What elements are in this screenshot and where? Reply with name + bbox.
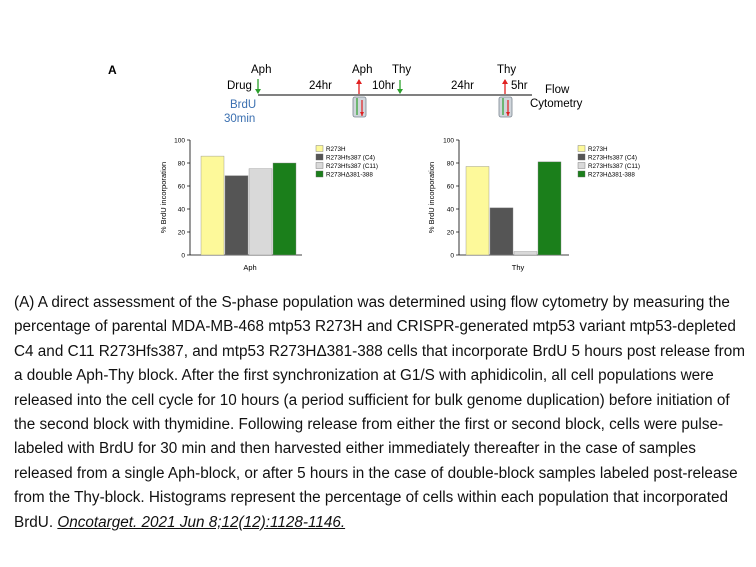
- timeline-gap-4: 5hr: [511, 80, 528, 92]
- figure-caption: [14, 291, 749, 535]
- y-tick-label: 80: [177, 160, 185, 168]
- y-tick-label: 40: [177, 206, 185, 214]
- y-axis-label: % BrdU incorporation: [427, 161, 436, 234]
- legend-label: R273Hfs387 (C4): [326, 154, 375, 162]
- y-tick-label: 60: [446, 183, 454, 191]
- x-axis-label: Thy: [511, 263, 525, 272]
- down-arrow-icon: [397, 80, 403, 94]
- legend-label: R273Hfs387 (C11): [588, 163, 641, 170]
- timeline-gap-3: 24hr: [451, 80, 475, 92]
- legend-label: R273H: [588, 146, 608, 153]
- timeline-gap-1: 24hr: [309, 80, 333, 92]
- citation-link[interactable]: Oncotarget. 2021 Jun 8;12(12):1128-1146.: [57, 513, 346, 531]
- y-tick-label: 100: [443, 137, 454, 145]
- y-tick-label: 100: [174, 137, 185, 145]
- legend-swatch: [316, 171, 323, 177]
- legend-swatch: [578, 171, 585, 177]
- up-arrow-icon: [356, 79, 362, 94]
- legend-swatch: [578, 163, 585, 169]
- timeline-aph-2: Aph: [352, 64, 373, 76]
- bar-4: [273, 163, 296, 255]
- timeline-aph-1: Aph: [251, 64, 272, 76]
- legend-swatch: [578, 154, 585, 160]
- y-tick-label: 40: [446, 206, 454, 214]
- bar-1: [466, 166, 489, 255]
- timeline-thy-1: Thy: [392, 64, 412, 76]
- panel-label: A: [108, 63, 117, 77]
- legend-swatch: [316, 146, 323, 152]
- timeline-gap-2: 10hr: [372, 80, 396, 92]
- bar-4: [538, 162, 561, 255]
- legend-label: R273HΔ381-388: [326, 171, 373, 179]
- legend-label: R273HΔ381-388: [588, 171, 635, 179]
- y-tick-label: 20: [177, 229, 185, 237]
- legend-swatch: [316, 154, 323, 160]
- y-tick-label: 80: [446, 160, 454, 168]
- bar-2: [225, 176, 248, 255]
- legend-swatch: [316, 163, 323, 169]
- bar-3: [249, 169, 272, 255]
- bar-1: [201, 156, 224, 255]
- timeline-thy-2: Thy: [497, 64, 517, 76]
- y-tick-label: 60: [177, 183, 185, 191]
- caption-text: (A) A direct assessment of the S-phase population was determined using flow cytometry by measuring the percentage of parental MDA-MB-468 mtp53 R273H and CRISPR-generated mtp53 variant mtp53-depleted C4 and C11 R273Hfs387, and mtp53 R273HΔ381-388 cells that incorporate BrdU 5 hours post release from a double Aph-Thy block. After the first synchronization at G1/S with aphidicolin, all cell populations were released into the cell cycle for 10 hours (a period sufficient for bulk genome duplication) before initiation of the second block with thymidine. Following release from either the first or second block, cells were pulse-labeled with BrdU for 30 min and then harvested either immediately thereafter in the case of samples released from a single Aph-block, or after 5 hours in the case of double-block samples labeled post-release from the Thy-block. Histograms represent the percentage of cells within each population that incorporated BrdU.: [14, 294, 745, 531]
- up-arrow-icon: [502, 79, 508, 94]
- legend-label: R273H: [326, 146, 346, 153]
- y-tick-label: 0: [450, 252, 454, 260]
- down-arrow-icon: [255, 79, 261, 94]
- timeline-brdu-time: 30min: [224, 113, 256, 125]
- bar-3: [514, 252, 537, 255]
- timeline-schematic: [224, 64, 583, 125]
- y-tick-label: 20: [446, 229, 454, 237]
- timeline-drug: Drug: [227, 80, 252, 92]
- timeline-endpoint-line1: Flow: [545, 84, 570, 96]
- bar-chart-aph: [159, 138, 378, 273]
- legend-swatch: [578, 146, 585, 152]
- bar-chart-thy: [427, 138, 640, 273]
- legend-label: R273Hfs387 (C4): [588, 154, 637, 162]
- sample-tube-icon: [499, 97, 512, 117]
- x-axis-label: Aph: [243, 263, 257, 272]
- timeline-brdu: BrdU: [230, 99, 257, 111]
- y-axis-label: % BrdU incorporation: [159, 161, 168, 234]
- legend-label: R273Hfs387 (C11): [326, 163, 379, 170]
- timeline-endpoint-line2: Cytometry: [530, 98, 583, 110]
- sample-tube-icon: [353, 97, 366, 117]
- y-tick-label: 0: [181, 252, 185, 260]
- bar-2: [490, 208, 513, 255]
